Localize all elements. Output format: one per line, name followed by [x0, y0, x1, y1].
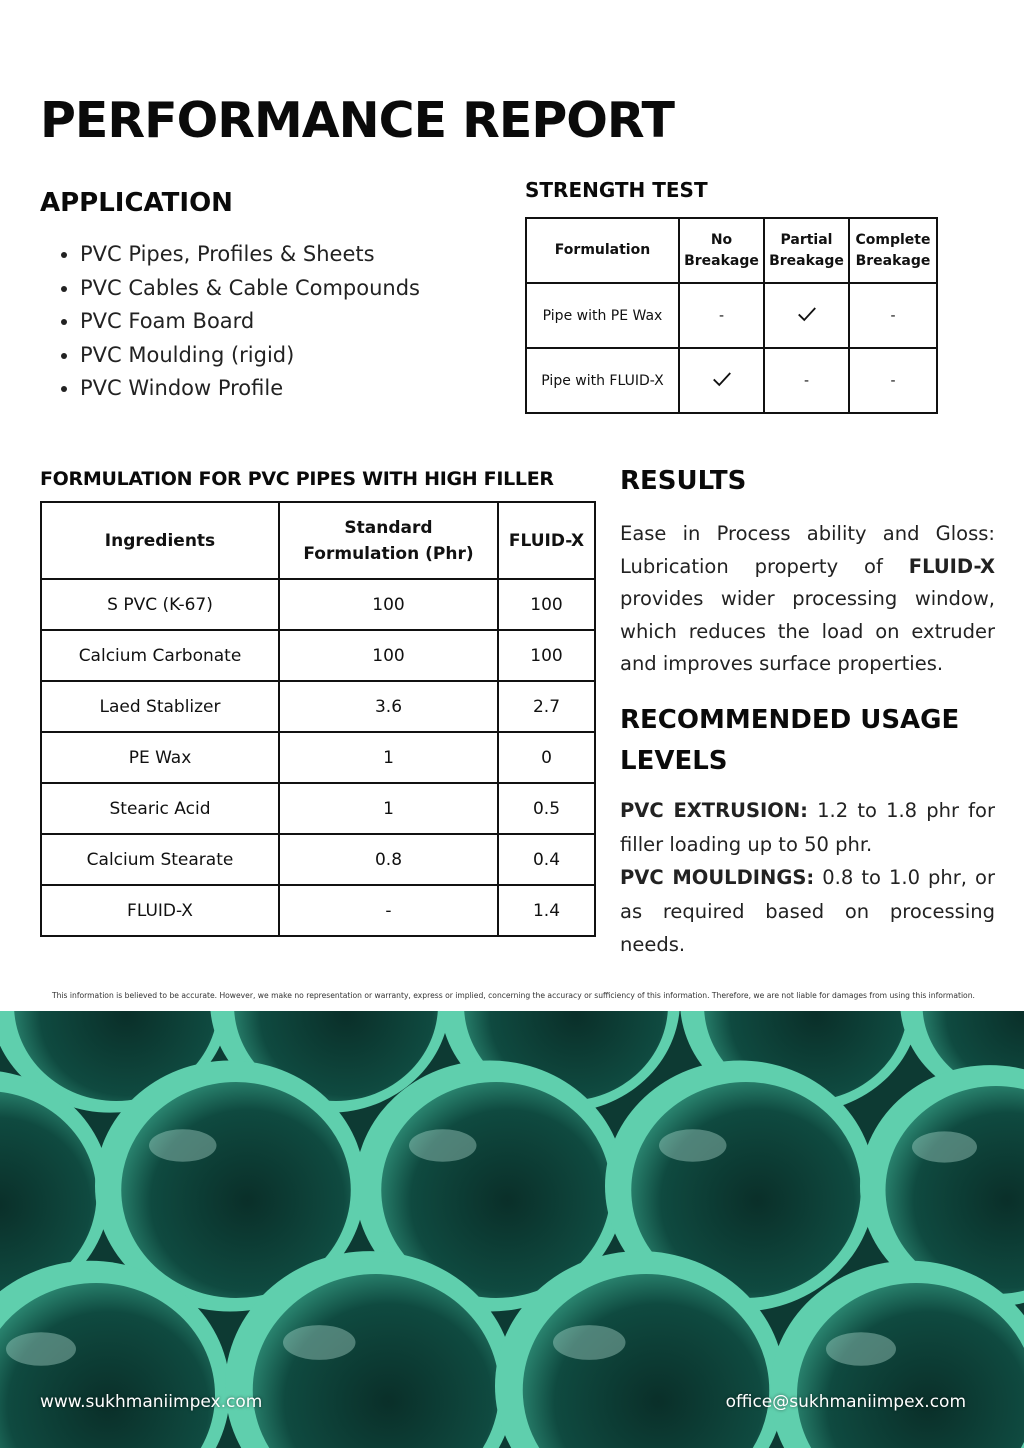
table-cell: 100: [279, 579, 498, 630]
table-cell: 1: [279, 732, 498, 783]
table-cell: 0.4: [498, 834, 595, 885]
application-list: [58, 238, 420, 406]
table-cell: -: [279, 885, 498, 936]
table-header-row: [41, 502, 595, 579]
application-item: • PVC Pipes, Profiles & Sheets: [80, 238, 420, 272]
formulation-heading: FORMULATION FOR PVC PIPES WITH HIGH FILLER: [40, 468, 554, 490]
disclaimer: This information is believed to be accurate. However, we make no representation or warranty, express or implied, concerning the accuracy or sufficiency of this information. Therefore, we are not liable for damages from using this information.: [52, 991, 975, 1000]
table-cell: 1: [279, 783, 498, 834]
table-row: [526, 283, 937, 348]
table-row: [41, 579, 595, 630]
application-item: • PVC Moulding (rigid): [80, 339, 420, 373]
table-cell: Pipe with FLUID-X: [526, 348, 679, 413]
table-cell: 0.5: [498, 783, 595, 834]
table-cell: Stearic Acid: [41, 783, 279, 834]
application-heading: APPLICATION: [40, 188, 233, 218]
table-row: [41, 834, 595, 885]
usage-heading: RECOMMENDED USAGE LEVELS: [620, 705, 960, 776]
table-cell: Calcium Carbonate: [41, 630, 279, 681]
column-header: FLUID-X: [498, 502, 595, 579]
table-cell: 2.7: [498, 681, 595, 732]
usage-text: [620, 794, 995, 962]
table-cell: Laed Stablizer: [41, 681, 279, 732]
strength-test-table: [525, 217, 938, 414]
results-text-part: provides wider processing window, which reduces the load on extruder and improves surface properties.: [620, 587, 995, 675]
checkmark-icon: [796, 303, 818, 325]
usage-mouldings-value: 0.8 to 1.0 phr, or as required based on processing needs.: [620, 866, 995, 956]
table-cell: PE Wax: [41, 732, 279, 783]
table-cell: 100: [279, 630, 498, 681]
table-row: [526, 348, 937, 413]
table-header-row: [526, 218, 937, 283]
table-cell: -: [849, 283, 937, 348]
table-cell: [764, 283, 849, 348]
table-cell: Calcium Stearate: [41, 834, 279, 885]
usage-extrusion-label: PVC EXTRUSION:: [620, 799, 808, 822]
table-cell: 1.4: [498, 885, 595, 936]
fluid-x-highlight: FLUID-X: [908, 554, 995, 578]
application-item: • PVC Foam Board: [80, 305, 420, 339]
column-header: Formulation: [526, 218, 679, 283]
checkmark-icon: [711, 368, 733, 390]
column-header: Standard Formulation (Phr): [279, 502, 498, 579]
table-cell: [679, 348, 764, 413]
table-cell: -: [764, 348, 849, 413]
usage-extrusion: [620, 794, 995, 861]
table-row: [41, 732, 595, 783]
table-cell: 100: [498, 630, 595, 681]
pvc-pipes-photo: [0, 1011, 1024, 1448]
table-cell: Pipe with PE Wax: [526, 283, 679, 348]
table-row: [41, 885, 595, 936]
table-cell: -: [679, 283, 764, 348]
table-cell: 100: [498, 579, 595, 630]
table-row: [41, 630, 595, 681]
pipes-illustration: [0, 1011, 1024, 1448]
table-row: [41, 681, 595, 732]
formulation-table: [40, 501, 596, 937]
column-header: Ingredients: [41, 502, 279, 579]
application-item: • PVC Window Profile: [80, 372, 420, 406]
column-header: Complete Breakage: [849, 218, 937, 283]
table-cell: -: [849, 348, 937, 413]
column-header: Partial Breakage: [764, 218, 849, 283]
page-title: PERFORMANCE REPORT: [40, 92, 674, 149]
results-text-part: Ease in Process ability and Gloss: Lubrication property of: [620, 522, 995, 578]
table-cell: S PVC (K-67): [41, 579, 279, 630]
strength-test-heading: STRENGTH TEST: [525, 178, 708, 202]
table-cell: FLUID-X: [41, 885, 279, 936]
table-cell: 0: [498, 732, 595, 783]
table-cell: 0.8: [279, 834, 498, 885]
usage-extrusion-value: 1.2 to 1.8 phr for filler loading up to 50 phr.: [620, 799, 995, 856]
table-cell: 3.6: [279, 681, 498, 732]
results-text: [620, 518, 995, 681]
usage-mouldings: [620, 861, 995, 962]
column-header: No Breakage: [679, 218, 764, 283]
table-row: [41, 783, 595, 834]
usage-mouldings-label: PVC MOULDINGS:: [620, 866, 815, 889]
application-item: • PVC Cables & Cable Compounds: [80, 272, 420, 306]
website-link[interactable]: www.sukhmaniimpex.com: [40, 1392, 263, 1412]
results-heading: RESULTS: [620, 466, 747, 496]
email-link[interactable]: office@sukhmaniimpex.com: [725, 1392, 966, 1412]
